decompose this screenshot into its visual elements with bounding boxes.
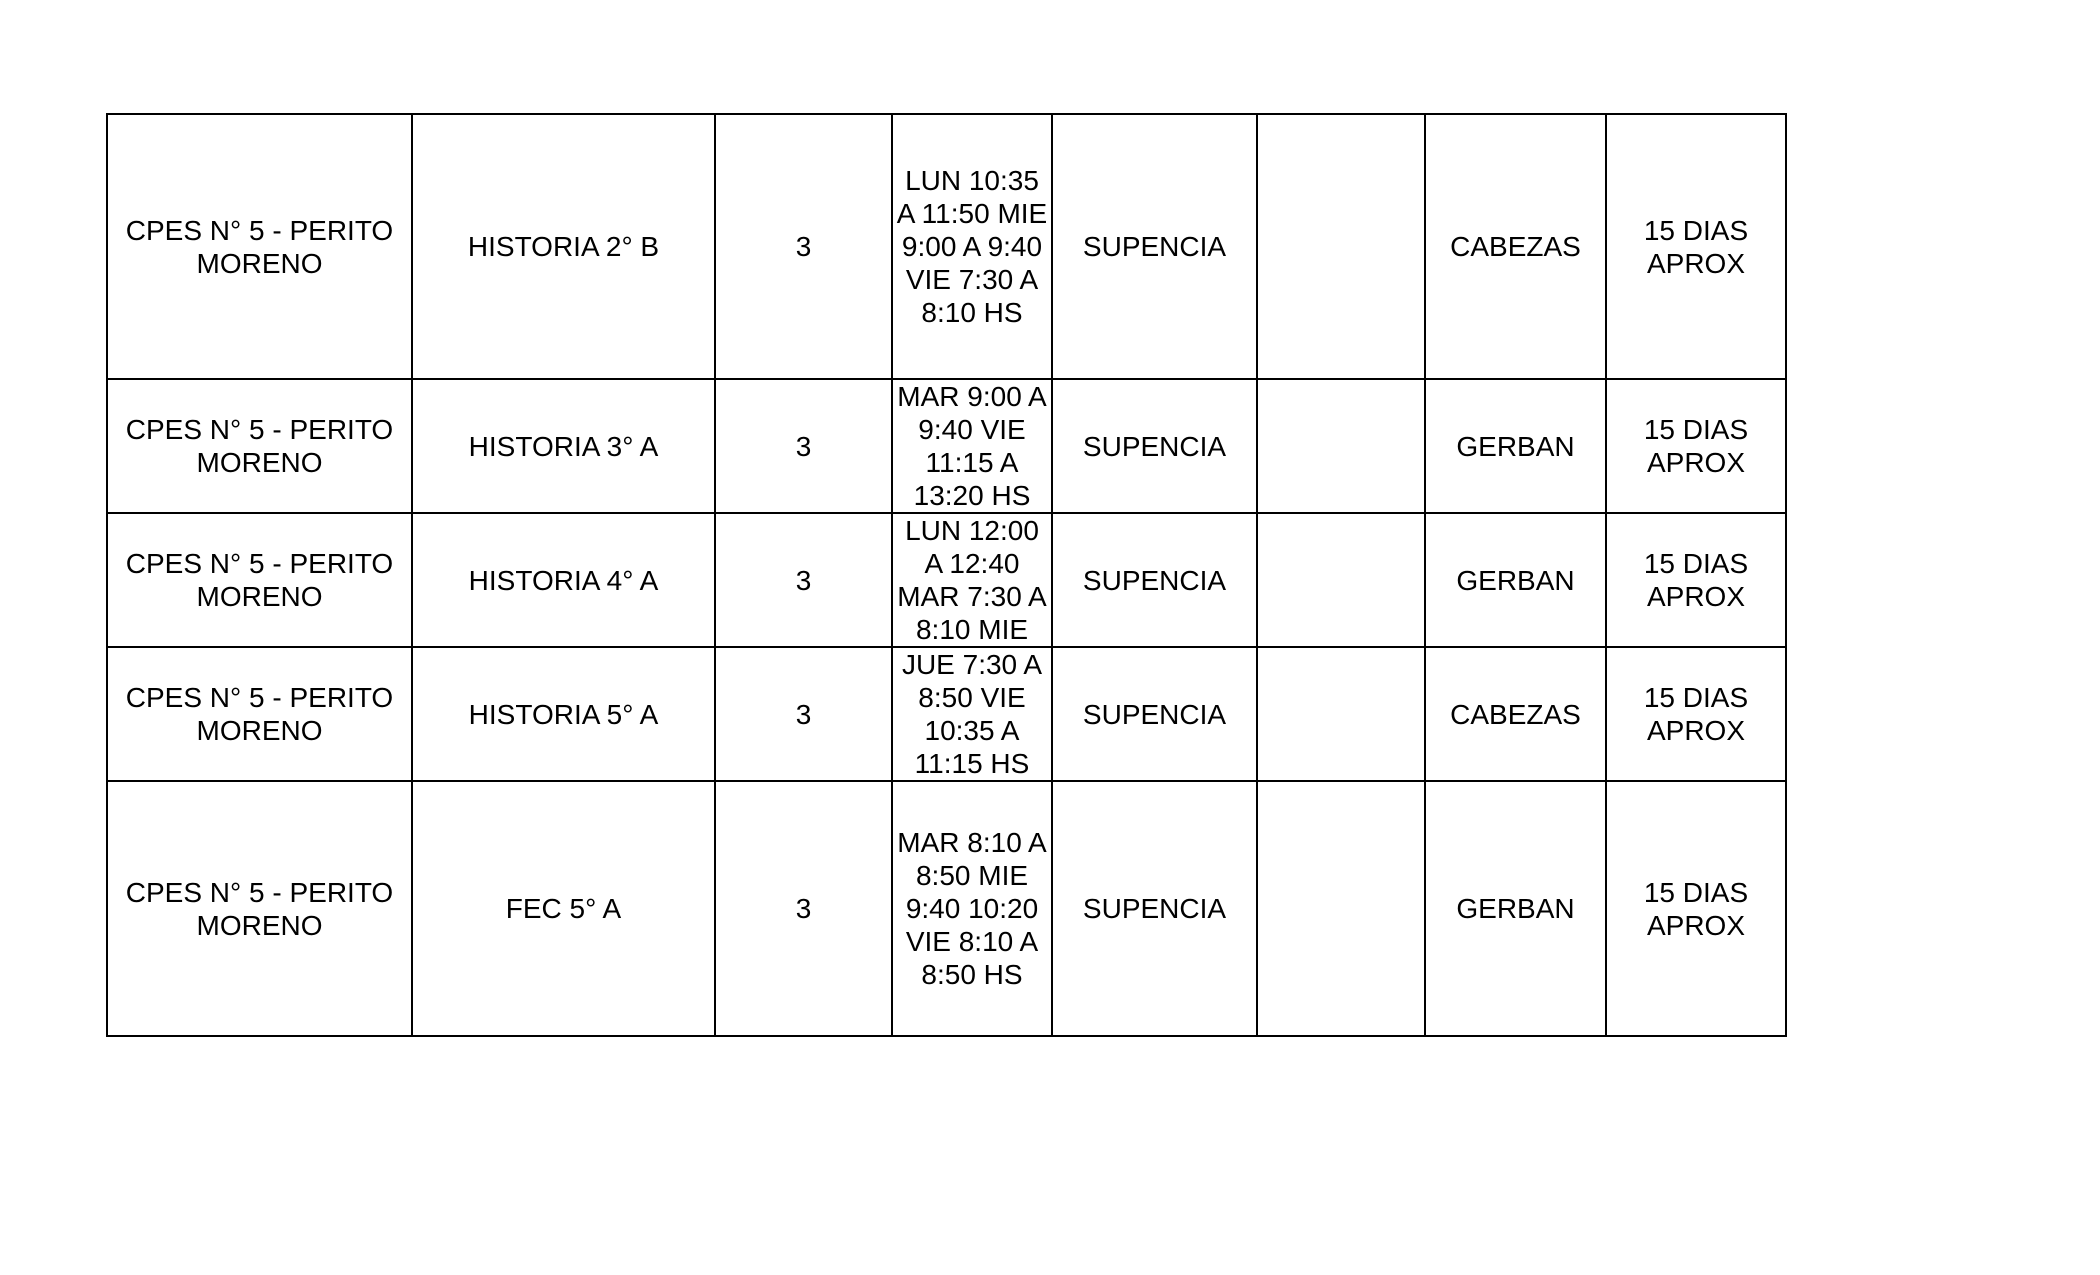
duration-cell: 15 DIAS APROX bbox=[1606, 513, 1786, 647]
table-row bbox=[107, 379, 1786, 513]
institution-cell: CPES N° 5 - PERITO MORENO bbox=[107, 513, 412, 647]
subject-cell: HISTORIA 3° A bbox=[412, 379, 715, 513]
institution-cell: CPES N° 5 - PERITO MORENO bbox=[107, 647, 412, 781]
table-row bbox=[107, 647, 1786, 781]
duration-cell: 15 DIAS APROX bbox=[1606, 114, 1786, 379]
duration-cell: 15 DIAS APROX bbox=[1606, 781, 1786, 1036]
teacher-cell: CABEZAS bbox=[1425, 647, 1606, 781]
hours-cell: 3 bbox=[715, 379, 892, 513]
reason-cell: SUPENCIA bbox=[1052, 379, 1257, 513]
schedule-cell: JUE 7:30 A 8:50 VIE 10:35 A 11:15 HS bbox=[892, 647, 1052, 781]
schedule-cell: MAR 8:10 A 8:50 MIE 9:40 10:20 VIE 8:10 A 8:50 HS bbox=[892, 781, 1052, 1036]
table-row bbox=[107, 513, 1786, 647]
teacher-cell: GERBAN bbox=[1425, 781, 1606, 1036]
subject-cell: HISTORIA 2° B bbox=[412, 114, 715, 379]
subject-cell: HISTORIA 5° A bbox=[412, 647, 715, 781]
subject-cell: FEC 5° A bbox=[412, 781, 715, 1036]
empty-cell bbox=[1257, 379, 1425, 513]
institution-cell: CPES N° 5 - PERITO MORENO bbox=[107, 379, 412, 513]
teacher-cell: GERBAN bbox=[1425, 379, 1606, 513]
empty-cell bbox=[1257, 781, 1425, 1036]
reason-cell: SUPENCIA bbox=[1052, 781, 1257, 1036]
hours-cell: 3 bbox=[715, 513, 892, 647]
duration-cell: 15 DIAS APROX bbox=[1606, 647, 1786, 781]
table-row bbox=[107, 114, 1786, 379]
hours-cell: 3 bbox=[715, 114, 892, 379]
schedule-cell: MAR 9:00 A 9:40 VIE 11:15 A 13:20 HS bbox=[892, 379, 1052, 513]
reason-cell: SUPENCIA bbox=[1052, 647, 1257, 781]
teacher-cell: GERBAN bbox=[1425, 513, 1606, 647]
empty-cell bbox=[1257, 114, 1425, 379]
hours-cell: 3 bbox=[715, 647, 892, 781]
schedule-cell: LUN 10:35 A 11:50 MIE 9:00 A 9:40 VIE 7:30 A 8:10 HS bbox=[892, 114, 1052, 379]
schedule-cell: LUN 12:00 A 12:40 MAR 7:30 A 8:10 MIE bbox=[892, 513, 1052, 647]
empty-cell bbox=[1257, 647, 1425, 781]
hours-cell: 3 bbox=[715, 781, 892, 1036]
table-row bbox=[107, 781, 1786, 1036]
reason-cell: SUPENCIA bbox=[1052, 114, 1257, 379]
reason-cell: SUPENCIA bbox=[1052, 513, 1257, 647]
institution-cell: CPES N° 5 - PERITO MORENO bbox=[107, 781, 412, 1036]
institution-cell: CPES N° 5 - PERITO MORENO bbox=[107, 114, 412, 379]
subject-cell: HISTORIA 4° A bbox=[412, 513, 715, 647]
schedule-table bbox=[106, 113, 1787, 1037]
duration-cell: 15 DIAS APROX bbox=[1606, 379, 1786, 513]
empty-cell bbox=[1257, 513, 1425, 647]
teacher-cell: CABEZAS bbox=[1425, 114, 1606, 379]
